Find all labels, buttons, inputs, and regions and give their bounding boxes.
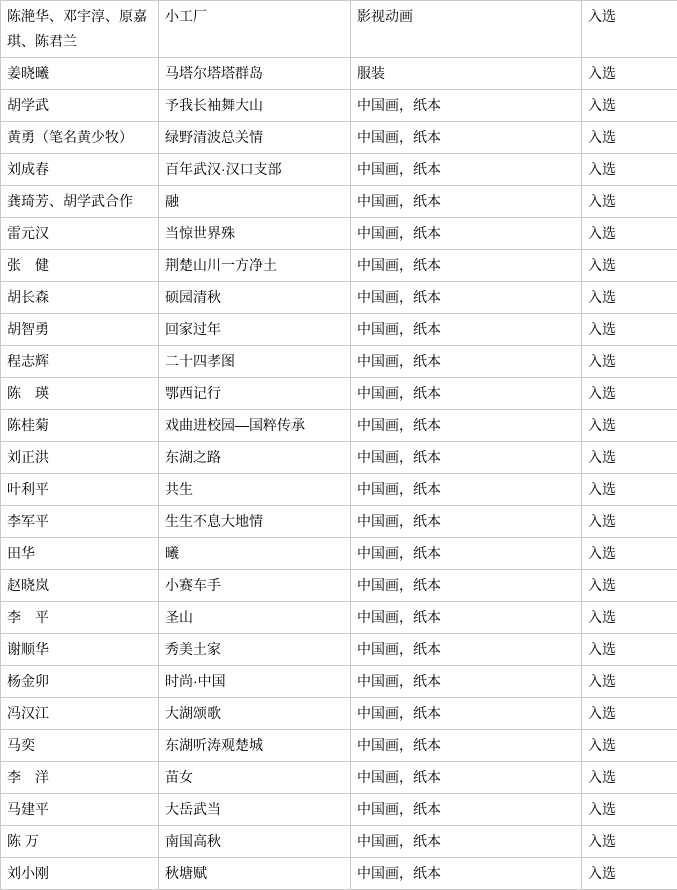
cell-selection-status: 入选 — [582, 602, 677, 634]
cell-author-name: 谢顺华 — [1, 634, 159, 666]
cell-author-name: 程志辉 — [1, 346, 159, 378]
cell-selection-status: 入选 — [582, 122, 677, 154]
cell-author-name: 胡智勇 — [1, 314, 159, 346]
cell-author-name: 马建平 — [1, 794, 159, 826]
cell-artwork-medium: 中国画，纸本 — [351, 90, 582, 122]
cell-artwork-medium: 中国画，纸本 — [351, 570, 582, 602]
cell-artwork-title: 小工厂 — [159, 1, 351, 58]
table-row — [1, 698, 677, 730]
cell-artwork-medium: 中国画，纸本 — [351, 346, 582, 378]
cell-selection-status: 入选 — [582, 794, 677, 826]
cell-artwork-title: 曦 — [159, 538, 351, 570]
cell-selection-status: 入选 — [582, 410, 677, 442]
cell-artwork-medium: 中国画，纸本 — [351, 378, 582, 410]
cell-artwork-medium: 中国画，纸本 — [351, 762, 582, 794]
cell-author-name: 张 健 — [1, 250, 159, 282]
cell-selection-status: 入选 — [582, 666, 677, 698]
cell-selection-status: 入选 — [582, 762, 677, 794]
cell-author-name: 黄勇（笔名黄少牧） — [1, 122, 159, 154]
cell-author-name: 陈 万 — [1, 826, 159, 858]
cell-selection-status: 入选 — [582, 90, 677, 122]
cell-artwork-title: 融 — [159, 186, 351, 218]
cell-author-name: 叶利平 — [1, 474, 159, 506]
cell-artwork-title: 绿野清波总关情 — [159, 122, 351, 154]
table-row — [1, 794, 677, 826]
cell-author-name: 胡长森 — [1, 282, 159, 314]
table-row — [1, 410, 677, 442]
cell-artwork-medium: 中国画，纸本 — [351, 282, 582, 314]
table-row — [1, 730, 677, 762]
cell-artwork-medium: 中国画，纸本 — [351, 602, 582, 634]
cell-author-name: 田华 — [1, 538, 159, 570]
cell-artwork-title: 当惊世界殊 — [159, 218, 351, 250]
cell-artwork-medium: 中国画，纸本 — [351, 314, 582, 346]
cell-selection-status: 入选 — [582, 826, 677, 858]
cell-artwork-medium: 中国画，纸本 — [351, 506, 582, 538]
cell-selection-status: 入选 — [582, 634, 677, 666]
table-row — [1, 858, 677, 890]
cell-selection-status: 入选 — [582, 218, 677, 250]
cell-artwork-medium: 中国画，纸本 — [351, 634, 582, 666]
cell-author-name: 陈桂菊 — [1, 410, 159, 442]
cell-author-name: 马奕 — [1, 730, 159, 762]
table-row — [1, 634, 677, 666]
cell-artwork-title: 东湖之路 — [159, 442, 351, 474]
cell-author-name: 胡学武 — [1, 90, 159, 122]
cell-author-name: 刘正洪 — [1, 442, 159, 474]
cell-artwork-medium: 中国画，纸本 — [351, 410, 582, 442]
table-row — [1, 1, 677, 58]
cell-artwork-medium: 中国画，纸本 — [351, 154, 582, 186]
cell-artwork-medium: 中国画，纸本 — [351, 474, 582, 506]
cell-artwork-medium: 中国画，纸本 — [351, 250, 582, 282]
table-row — [1, 538, 677, 570]
cell-artwork-title: 南国高秋 — [159, 826, 351, 858]
cell-author-name: 李军平 — [1, 506, 159, 538]
cell-artwork-title: 鄂西记行 — [159, 378, 351, 410]
cell-selection-status: 入选 — [582, 378, 677, 410]
cell-selection-status: 入选 — [582, 282, 677, 314]
cell-artwork-title: 时尚·中国 — [159, 666, 351, 698]
cell-author-name: 陈 瑛 — [1, 378, 159, 410]
cell-artwork-medium: 中国画，纸本 — [351, 186, 582, 218]
cell-artwork-title: 荆楚山川一方净土 — [159, 250, 351, 282]
cell-selection-status: 入选 — [582, 58, 677, 90]
cell-artwork-title: 圣山 — [159, 602, 351, 634]
cell-artwork-medium: 服装 — [351, 58, 582, 90]
cell-selection-status: 入选 — [582, 858, 677, 890]
cell-selection-status: 入选 — [582, 250, 677, 282]
cell-selection-status: 入选 — [582, 730, 677, 762]
cell-artwork-title: 大湖颂歌 — [159, 698, 351, 730]
table-row — [1, 122, 677, 154]
cell-selection-status: 入选 — [582, 442, 677, 474]
cell-author-name: 李 平 — [1, 602, 159, 634]
cell-artwork-title: 小赛车手 — [159, 570, 351, 602]
artwork-selection-table-body — [1, 1, 677, 890]
cell-artwork-medium: 中国画，纸本 — [351, 698, 582, 730]
cell-artwork-title: 大岳武当 — [159, 794, 351, 826]
cell-author-name: 姜晓曦 — [1, 58, 159, 90]
cell-artwork-medium: 中国画，纸本 — [351, 730, 582, 762]
cell-artwork-medium: 中国画，纸本 — [351, 122, 582, 154]
table-row — [1, 58, 677, 90]
cell-artwork-title: 秀美土家 — [159, 634, 351, 666]
cell-artwork-medium: 中国画，纸本 — [351, 218, 582, 250]
table-row — [1, 602, 677, 634]
table-row — [1, 186, 677, 218]
cell-artwork-medium: 中国画，纸本 — [351, 442, 582, 474]
cell-author-name: 雷元汉 — [1, 218, 159, 250]
cell-artwork-medium: 中国画，纸本 — [351, 666, 582, 698]
cell-selection-status: 入选 — [582, 314, 677, 346]
cell-artwork-title: 秋塘赋 — [159, 858, 351, 890]
cell-author-name: 刘成春 — [1, 154, 159, 186]
table-row — [1, 378, 677, 410]
cell-artwork-medium: 中国画，纸本 — [351, 858, 582, 890]
cell-artwork-title: 生生不息大地情 — [159, 506, 351, 538]
table-row — [1, 250, 677, 282]
cell-author-name: 龚琦芳、胡学武合作 — [1, 186, 159, 218]
table-row — [1, 154, 677, 186]
cell-artwork-title: 二十四孝图 — [159, 346, 351, 378]
cell-author-name: 刘小刚 — [1, 858, 159, 890]
cell-selection-status: 入选 — [582, 154, 677, 186]
cell-artwork-title: 回家过年 — [159, 314, 351, 346]
table-row — [1, 666, 677, 698]
cell-artwork-medium: 中国画，纸本 — [351, 794, 582, 826]
cell-artwork-title: 东湖听涛观楚城 — [159, 730, 351, 762]
cell-artwork-title: 马塔尔塔塔群岛 — [159, 58, 351, 90]
cell-selection-status: 入选 — [582, 1, 677, 58]
table-row — [1, 826, 677, 858]
table-row — [1, 218, 677, 250]
table-row — [1, 314, 677, 346]
cell-artwork-medium: 中国画，纸本 — [351, 826, 582, 858]
cell-selection-status: 入选 — [582, 506, 677, 538]
cell-author-name: 李 洋 — [1, 762, 159, 794]
cell-artwork-title: 百年武汉·汉口支部 — [159, 154, 351, 186]
cell-selection-status: 入选 — [582, 538, 677, 570]
cell-selection-status: 入选 — [582, 186, 677, 218]
cell-author-name: 赵晓岚 — [1, 570, 159, 602]
cell-artwork-medium: 影视动画 — [351, 1, 582, 58]
cell-author-name: 杨金卯 — [1, 666, 159, 698]
cell-artwork-title: 硕园清秋 — [159, 282, 351, 314]
cell-author-name: 陈滟华、邓宇淳、原嘉琪、陈君兰 — [1, 1, 159, 58]
table-row — [1, 442, 677, 474]
table-row — [1, 570, 677, 602]
cell-artwork-title: 予我长袖舞大山 — [159, 90, 351, 122]
cell-artwork-title: 共生 — [159, 474, 351, 506]
cell-selection-status: 入选 — [582, 570, 677, 602]
table-row — [1, 90, 677, 122]
table-row — [1, 762, 677, 794]
cell-artwork-title: 苗女 — [159, 762, 351, 794]
cell-artwork-medium: 中国画，纸本 — [351, 538, 582, 570]
table-row — [1, 346, 677, 378]
cell-selection-status: 入选 — [582, 698, 677, 730]
table-row — [1, 506, 677, 538]
cell-author-name: 冯汉江 — [1, 698, 159, 730]
cell-artwork-title: 戏曲进校园—国粹传承 — [159, 410, 351, 442]
table-row — [1, 474, 677, 506]
cell-selection-status: 入选 — [582, 474, 677, 506]
table-row — [1, 282, 677, 314]
cell-selection-status: 入选 — [582, 346, 677, 378]
